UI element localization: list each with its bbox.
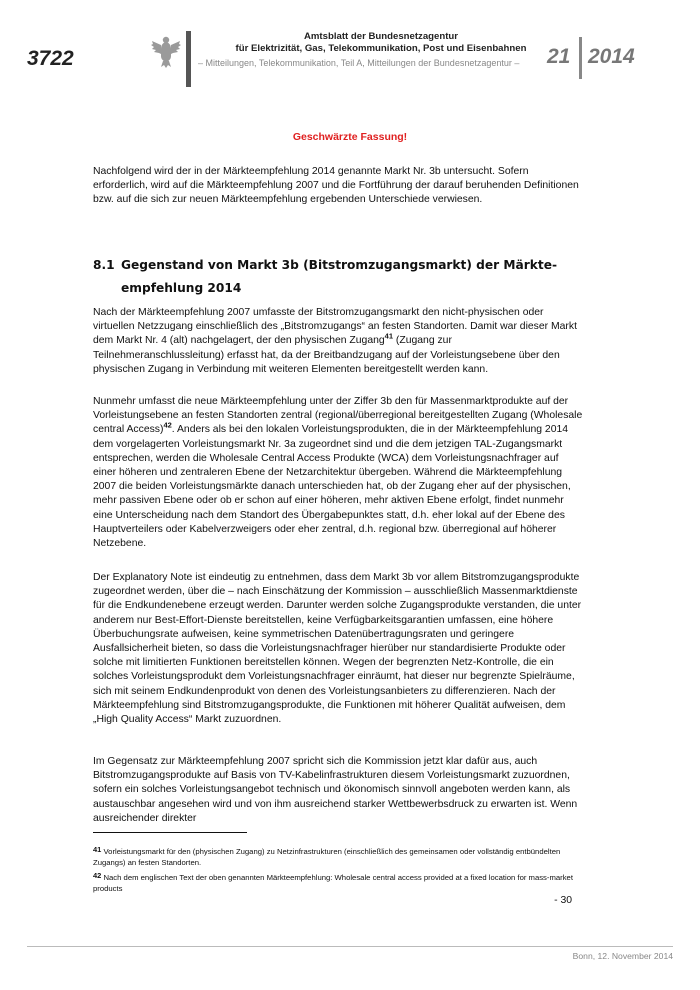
paragraph-2 bbox=[93, 395, 583, 551]
page-number: 3722 bbox=[27, 47, 74, 70]
issue-number: 21 bbox=[547, 45, 571, 68]
gazette-title bbox=[196, 31, 566, 55]
footnote-41 bbox=[93, 845, 583, 868]
footnote-ref-42[interactable]: 42 bbox=[163, 420, 172, 430]
footnote-42 bbox=[93, 871, 583, 894]
header-divider-bar bbox=[186, 31, 191, 87]
redacted-version-notice: Geschwärzte Fassung! bbox=[292, 131, 408, 143]
gazette-subtitle: – Mitteilungen, Telekommunikation, Teil A, Mitteilungen der Bundesnetzagentur – bbox=[198, 58, 520, 68]
section-title-line1: Gegenstand von Markt 3b (Bitstromzugangsmarkt) der Märkte- bbox=[121, 258, 558, 272]
paragraph-3: Der Explanatory Note ist eindeutig zu entnehmen, dass dem Markt 3b vor allem Bitstromzugangsprodukte zugeordnet werden, über die – nach Einschätzung der Kommission – ausschließlich Massenmarktdienste für die Endkundenebene erzeugt werden. Darunter werden solche Zugangsprodukte verstanden, die unter anderem nur Best-Effort-Dienste bereitstellen, keine Verfügbarkeitsgarantien umfassen, eine höhere Überbuchungsrate aufweisen, keine symmetrischen Datenübertragungsraten und geringere Ausfallsicherheit bieten, so dass die Vorleistungsnachfrager hierüber nur standardisierte Produkte oder solche mit limitierten Funktionen bereitstellen können. Wegen der begrenzten Netz-Kontrolle, die ein solches Vorleistungsprodukt dem Vorleistungsnachfrager einräumt, hat dieser nur begrenzte Spielräume, sich mit seinem Endkundenprodukt von denen des Vorleistungsanbieters zu differenzieren. Nach der Märkteempfehlung sind Bitstromzugangsprodukte, die Funktionen mit höherer Qualität aufweisen, dem „High Quality Access“ Markt zuzuordnen. bbox=[93, 572, 582, 726]
section-heading bbox=[93, 254, 573, 300]
intro-paragraph: Nachfolgend wird der in der Märkteempfehlung 2014 genannte Markt Nr. 3b untersucht. Sofern erforderlich, wird auf die Märkteempfehlung 2007 und die Fortführung der darauf beruhenden Definitionen bzw. auf die sich zur neuen Märkteempfehlung ergebenden Unterschiede verwiesen. bbox=[93, 166, 579, 206]
footer-date: Bonn, 12. November 2014 bbox=[572, 951, 673, 961]
paragraph-2-text-a: Nunmehr umfasst die neue Märkteempfehlung unter der Ziffer 3b den für Massenmarktprodukte auf der Vorleistungsebene an festen Standorten zentral (regional/überregional bereitgestellten Zugang (Wholesale central Access) bbox=[93, 396, 583, 436]
footnote-separator bbox=[93, 832, 247, 833]
footnote-ref-41[interactable]: 41 bbox=[384, 331, 394, 341]
paragraph-4: Im Gegensatz zur Märkteempfehlung 2007 spricht sich die Kommission jetzt klar dafür aus, auch Bitstromzugangsprodukte auf Basis von TV-Kabelinfrastrukturen diesem Vorleistungsmarkt zuzuordnen, sofern ein solches Vorleistungsangebot technisch und ökonomisch sinnvoll angeboten werden kann, als austauschbar angesehen wird und von ihm ausreichend starker Wettbewerbsdruck zu erwarten ist. Wenn ausreichender direkter bbox=[93, 756, 578, 824]
section-number: 8.1 bbox=[93, 258, 115, 272]
paragraph-1-text-a: Nach der Märkteempfehlung 2007 umfasste der Bitstromzugangsmarkt den nicht-physischen oder virtuellen Netzzugang einschließlich des „Bitstromzugangs“ an festen Standorten. Damit war dieser Markt dem Markt Nr. 4 (alt) nachgelagert, der den physischen Zugang bbox=[93, 307, 577, 347]
paragraph-2-text-b: . Anders als bei den lokalen Vorleistungsprodukten, die in der Märkteempfehlung 2014 dem vorgelagerten Vorleistungsmarkt Nr. 3a zugeordnet sind und die dem jetzigen TAL-Zugangsmarkt entsprechen, werden die Wholesale Central Access Produkte (WCA) dem Vorleistungsnachfrager auf einer höheren und zentraleren Ebene der Netzarchitektur übergeben. Während die Märkteempfehlung 2007 die beiden Vorleistungsmärkte danach unterschieden hat, ob der Zugang eher auf der physischen, mehr passiven Ebene oder ob er schon auf einer höheren, mehr aktiven Ebene erfolgt, findet nunmehr eine Unterscheidung nach dem Standort des Übergabepunktes statt, d.h. eher lokal auf der Ebene des Hauptverteilers oder Kabelverzweigers oder eher zentral, d.h. regional bzw. überregional auf höherer Netzebene. bbox=[93, 424, 571, 550]
gazette-title-line1: Amtsblatt der Bundesnetzagentur bbox=[303, 31, 459, 42]
internal-page-reference: - 30 bbox=[554, 895, 572, 906]
issue-separator bbox=[579, 37, 582, 79]
footnote-42-number: 42 bbox=[93, 871, 102, 880]
footer-divider bbox=[27, 946, 673, 947]
gazette-title-line2: für Elektrizität, Gas, Telekommunikation, Post und Eisenbahnen bbox=[235, 43, 527, 54]
section-title-line2: empfehlung 2014 bbox=[121, 281, 242, 295]
footnote-41-number: 41 bbox=[93, 845, 102, 854]
paragraph-1-text-b: (Zugang zur Teilnehmeranschlussleitung) erfasst hat, da der Breitbandzugang auf der Vorleistungsebene über den physischen Zugang in Verbindung mit weiteren Elementen bereitgestellt werden kann. bbox=[93, 335, 560, 375]
issue-year: 2014 bbox=[588, 45, 635, 68]
footnote-41-text: Vorleistungsmarkt für den (physischen Zugang) zu Netzinfrastrukturen (einschließlich des gemeinsamen oder vollständig entbündelten Zugangs) an festen Standorten. bbox=[93, 847, 561, 867]
federal-eagle-icon bbox=[150, 34, 182, 68]
paragraph-1 bbox=[93, 306, 583, 377]
footnote-42-text: Nach dem englischen Text der oben genannten Märkteempfehlung: Wholesale central access provided at a fixed location for mass-market products bbox=[93, 873, 573, 893]
